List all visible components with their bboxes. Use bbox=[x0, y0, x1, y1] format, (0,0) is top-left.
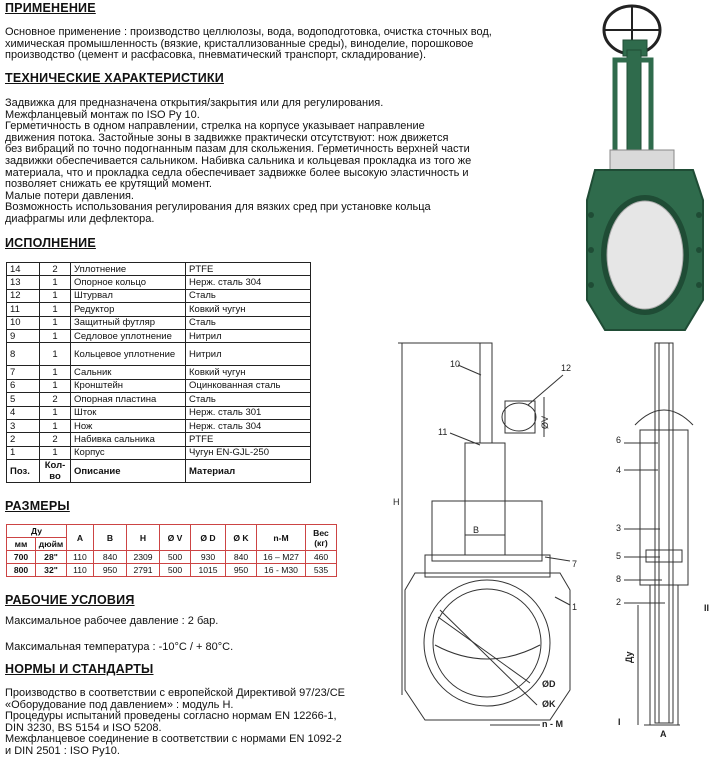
table-row bbox=[7, 446, 311, 459]
table-row bbox=[7, 366, 311, 379]
table-cell: Нитрил bbox=[186, 329, 311, 342]
text-line: Основное применение : производство целлюлозы, вода, водоподготовка, очистка сточных вод, bbox=[5, 26, 492, 38]
table-cell: 1 bbox=[40, 276, 71, 289]
table-cell: Кольцевое уплотнение bbox=[71, 343, 186, 366]
table-header-cell: Материал bbox=[186, 460, 311, 483]
working-title: РАБОЧИЕ УСЛОВИЯ bbox=[5, 593, 135, 607]
table-cell: 110 bbox=[67, 564, 94, 577]
label: I bbox=[618, 717, 621, 727]
table-row bbox=[7, 419, 311, 432]
table-cell: Чугун EN-GJL-250 bbox=[186, 446, 311, 459]
valve-photo bbox=[575, 0, 716, 340]
text-line: Малые потери давления. bbox=[5, 189, 134, 202]
table-row bbox=[7, 551, 337, 564]
table-header-cell: Кол-во bbox=[40, 460, 71, 483]
handwheel-icon bbox=[604, 6, 660, 56]
label: 6 bbox=[616, 435, 622, 445]
label: ØV bbox=[540, 415, 550, 429]
label: ØK bbox=[542, 699, 556, 709]
table-cell: 1 bbox=[7, 446, 40, 459]
table-cell: Сталь bbox=[186, 316, 311, 329]
side-labels bbox=[616, 435, 709, 739]
table-row bbox=[7, 433, 311, 446]
table-cell: Корпус bbox=[71, 446, 186, 459]
execution-title: ИСПОЛНЕНИЕ bbox=[5, 236, 96, 250]
table-header-row bbox=[7, 460, 311, 483]
text-line: позволяет снижать ее крутящий момент. bbox=[5, 178, 212, 191]
table-cell: 11 bbox=[7, 303, 40, 316]
table-header-cell: Описание bbox=[71, 460, 186, 483]
table-cell: 1 bbox=[40, 419, 71, 432]
table-header-cell: Поз. bbox=[7, 460, 40, 483]
table-cell: Нерж. сталь 304 bbox=[186, 276, 311, 289]
text-line: материала, что и прокладка седла обеспечивает задвижке более высокую эластичность и bbox=[5, 166, 469, 179]
table-cell: 1015 bbox=[191, 564, 226, 577]
table-cell: 32" bbox=[36, 564, 67, 577]
label: ØD bbox=[542, 679, 556, 689]
table-cell: 460 bbox=[306, 551, 337, 564]
application-text bbox=[5, 27, 492, 62]
table-cell: Нерж. сталь 301 bbox=[186, 406, 311, 419]
label: 3 bbox=[616, 523, 622, 533]
table-cell: Сталь bbox=[186, 393, 311, 406]
table-cell: 535 bbox=[306, 564, 337, 577]
text-line: производство (цемент и расфасовка, пневматический транспорт, складирование). bbox=[5, 49, 426, 62]
dim-col: A bbox=[67, 525, 94, 551]
dim-col: n-M bbox=[257, 525, 306, 551]
table-row bbox=[7, 329, 311, 342]
label: II bbox=[704, 603, 710, 613]
specs-text bbox=[5, 98, 471, 226]
table-cell: Набивка сальника bbox=[71, 433, 186, 446]
table-cell: Нитрил bbox=[186, 343, 311, 366]
max-temperature: Максимальная температура : -10°C / + 80°C. bbox=[5, 641, 234, 653]
table-cell: 1 bbox=[40, 316, 71, 329]
table-cell: 500 bbox=[160, 564, 191, 577]
table-cell: 800 bbox=[7, 564, 36, 577]
du-header: Ду bbox=[7, 525, 67, 538]
table-cell: 2309 bbox=[127, 551, 160, 564]
table-cell: Ковкий чугун bbox=[186, 366, 311, 379]
table-cell: 16 – M27 bbox=[257, 551, 306, 564]
text-line: «Оборудование под давлением» : модуль Н. bbox=[5, 698, 234, 711]
table-cell: 840 bbox=[94, 551, 127, 564]
text-line: Возможность использования регулирования для вязких сред при установке кольца bbox=[5, 201, 431, 214]
table-row bbox=[7, 343, 311, 366]
valve-drawing bbox=[380, 335, 716, 762]
text-line: Межфланцевый монтаж по ISO Ру 10. bbox=[5, 108, 200, 121]
table-cell: Кронштейн bbox=[71, 379, 186, 392]
table-row bbox=[7, 393, 311, 406]
table-cell: 2 bbox=[7, 433, 40, 446]
dim-col: B bbox=[94, 525, 127, 551]
table-cell: 1 bbox=[40, 289, 71, 302]
table-cell: Редуктор bbox=[71, 303, 186, 316]
table-cell: 8 bbox=[7, 343, 40, 366]
dim-col: Ø D bbox=[191, 525, 226, 551]
label: 1 bbox=[572, 602, 578, 612]
table-cell: Нож bbox=[71, 419, 186, 432]
label: B bbox=[473, 525, 480, 535]
table-cell: 12 bbox=[7, 289, 40, 302]
table-cell: 14 bbox=[7, 263, 40, 276]
table-cell: 16 - M30 bbox=[257, 564, 306, 577]
max-pressure: Максимальное рабочее давление : 2 бар. bbox=[5, 615, 219, 627]
table-cell: 2 bbox=[40, 433, 71, 446]
text-line: без вибраций по точно подогнанным пазам для скольжения. Герметичность верхней части bbox=[5, 143, 470, 156]
table-cell: 1 bbox=[40, 303, 71, 316]
table-row bbox=[7, 316, 311, 329]
table-cell: Шток bbox=[71, 406, 186, 419]
table-row bbox=[7, 406, 311, 419]
text-line: DIN 3230, BS 5154 и ISO 5208. bbox=[5, 721, 162, 734]
table-cell: 9 bbox=[7, 329, 40, 342]
table-cell: 2791 bbox=[127, 564, 160, 577]
table-cell: 930 bbox=[191, 551, 226, 564]
table-cell: Защитный футляр bbox=[71, 316, 186, 329]
table-cell: PTFE bbox=[186, 433, 311, 446]
table-cell: Уплотнение bbox=[71, 263, 186, 276]
text-line: задвижки обеспечивается сальником. Набивка сальника и кольцевая прокладка из того же bbox=[5, 154, 472, 167]
label: 4 bbox=[616, 465, 622, 475]
dim-col: Вес (кг) bbox=[306, 525, 337, 551]
dim-col: H bbox=[127, 525, 160, 551]
table-cell: Нерж. сталь 304 bbox=[186, 419, 311, 432]
table-cell: 700 bbox=[7, 551, 36, 564]
parts-table bbox=[6, 262, 311, 483]
table-row bbox=[7, 379, 311, 392]
label: 11 bbox=[438, 427, 448, 437]
table-cell: PTFE bbox=[186, 263, 311, 276]
table-cell: 840 bbox=[226, 551, 257, 564]
label: 7 bbox=[572, 559, 578, 569]
label: 12 bbox=[561, 363, 572, 373]
table-row bbox=[7, 564, 337, 577]
norms-title: НОРМЫ И СТАНДАРТЫ bbox=[5, 662, 154, 676]
table-row bbox=[7, 289, 311, 302]
text-line: Процедуры испытаний проведены согласно нормам EN 12266-1, bbox=[5, 710, 337, 723]
label: n - M bbox=[542, 719, 563, 729]
dim-col: Ø K bbox=[226, 525, 257, 551]
table-cell: 1 bbox=[40, 406, 71, 419]
label: 8 bbox=[616, 574, 622, 584]
table-cell: Опорная пластина bbox=[71, 393, 186, 406]
label: Ду bbox=[624, 651, 634, 663]
text-line: диафрагмы или дефлектора. bbox=[5, 212, 155, 225]
table-cell: 1 bbox=[40, 366, 71, 379]
text-line: Герметичность в одном направлении, стрелка на корпусе указывает направление bbox=[5, 120, 425, 133]
table-cell: 1 bbox=[40, 329, 71, 342]
table-cell: 2 bbox=[40, 393, 71, 406]
table-cell: Седловое уплотнение bbox=[71, 329, 186, 342]
mm-header: мм bbox=[7, 538, 36, 551]
text-line: Межфланцевое соединение в соответствии с нормами EN 1092-2 bbox=[5, 733, 342, 746]
table-cell: 10 bbox=[7, 316, 40, 329]
table-cell: 4 bbox=[7, 406, 40, 419]
table-cell: Сталь bbox=[186, 289, 311, 302]
dim-col: Ø V bbox=[160, 525, 191, 551]
table-cell: 28" bbox=[36, 551, 67, 564]
text-line: и DIN 2501 : ISO Ру10. bbox=[5, 744, 120, 757]
text-line: движения потока. Застойные зоны в задвижке практически отсутствуют: нож движется bbox=[5, 131, 449, 144]
table-cell: Оцинкованная сталь bbox=[186, 379, 311, 392]
front-labels bbox=[393, 359, 577, 729]
table-row bbox=[7, 303, 311, 316]
table-cell: 110 bbox=[67, 551, 94, 564]
table-cell: 1 bbox=[40, 446, 71, 459]
specs-title: ТЕХНИЧЕСКИЕ ХАРАКТЕРИСТИКИ bbox=[5, 71, 224, 85]
table-cell: 5 bbox=[7, 393, 40, 406]
table-cell: 6 bbox=[7, 379, 40, 392]
table-cell: 500 bbox=[160, 551, 191, 564]
table-cell: 7 bbox=[7, 366, 40, 379]
table-cell: Опорное кольцо bbox=[71, 276, 186, 289]
table-cell: 1 bbox=[40, 343, 71, 366]
table-cell: 950 bbox=[226, 564, 257, 577]
label: A bbox=[660, 729, 667, 739]
table-cell: 13 bbox=[7, 276, 40, 289]
table-cell: 950 bbox=[94, 564, 127, 577]
label: 2 bbox=[616, 597, 622, 607]
table-row bbox=[7, 263, 311, 276]
table-cell: Ковкий чугун bbox=[186, 303, 311, 316]
table-cell: Штурвал bbox=[71, 289, 186, 302]
norms-text bbox=[5, 688, 345, 758]
table-cell: 2 bbox=[40, 263, 71, 276]
label: 10 bbox=[450, 359, 461, 369]
label: 5 bbox=[616, 551, 622, 561]
text-line: Задвижка для предназначена открытия/закрытия или для регулирования. bbox=[5, 97, 384, 109]
table-cell: 3 bbox=[7, 419, 40, 432]
text-line: химическая промышленность (вязкие, кристаллизованные среды), виноделие, порошковое bbox=[5, 37, 474, 50]
text-line: Производство в соответствии с европейской Директивой 97/23/CE bbox=[5, 687, 346, 699]
inch-header: дюйм bbox=[36, 538, 67, 551]
table-row bbox=[7, 276, 311, 289]
table-cell: Сальник bbox=[71, 366, 186, 379]
application-title: ПРИМЕНЕНИЕ bbox=[5, 1, 96, 15]
dimensions-table bbox=[6, 524, 337, 577]
label: H bbox=[393, 497, 400, 507]
dimensions-title: РАЗМЕРЫ bbox=[5, 499, 70, 513]
table-cell: 1 bbox=[40, 379, 71, 392]
